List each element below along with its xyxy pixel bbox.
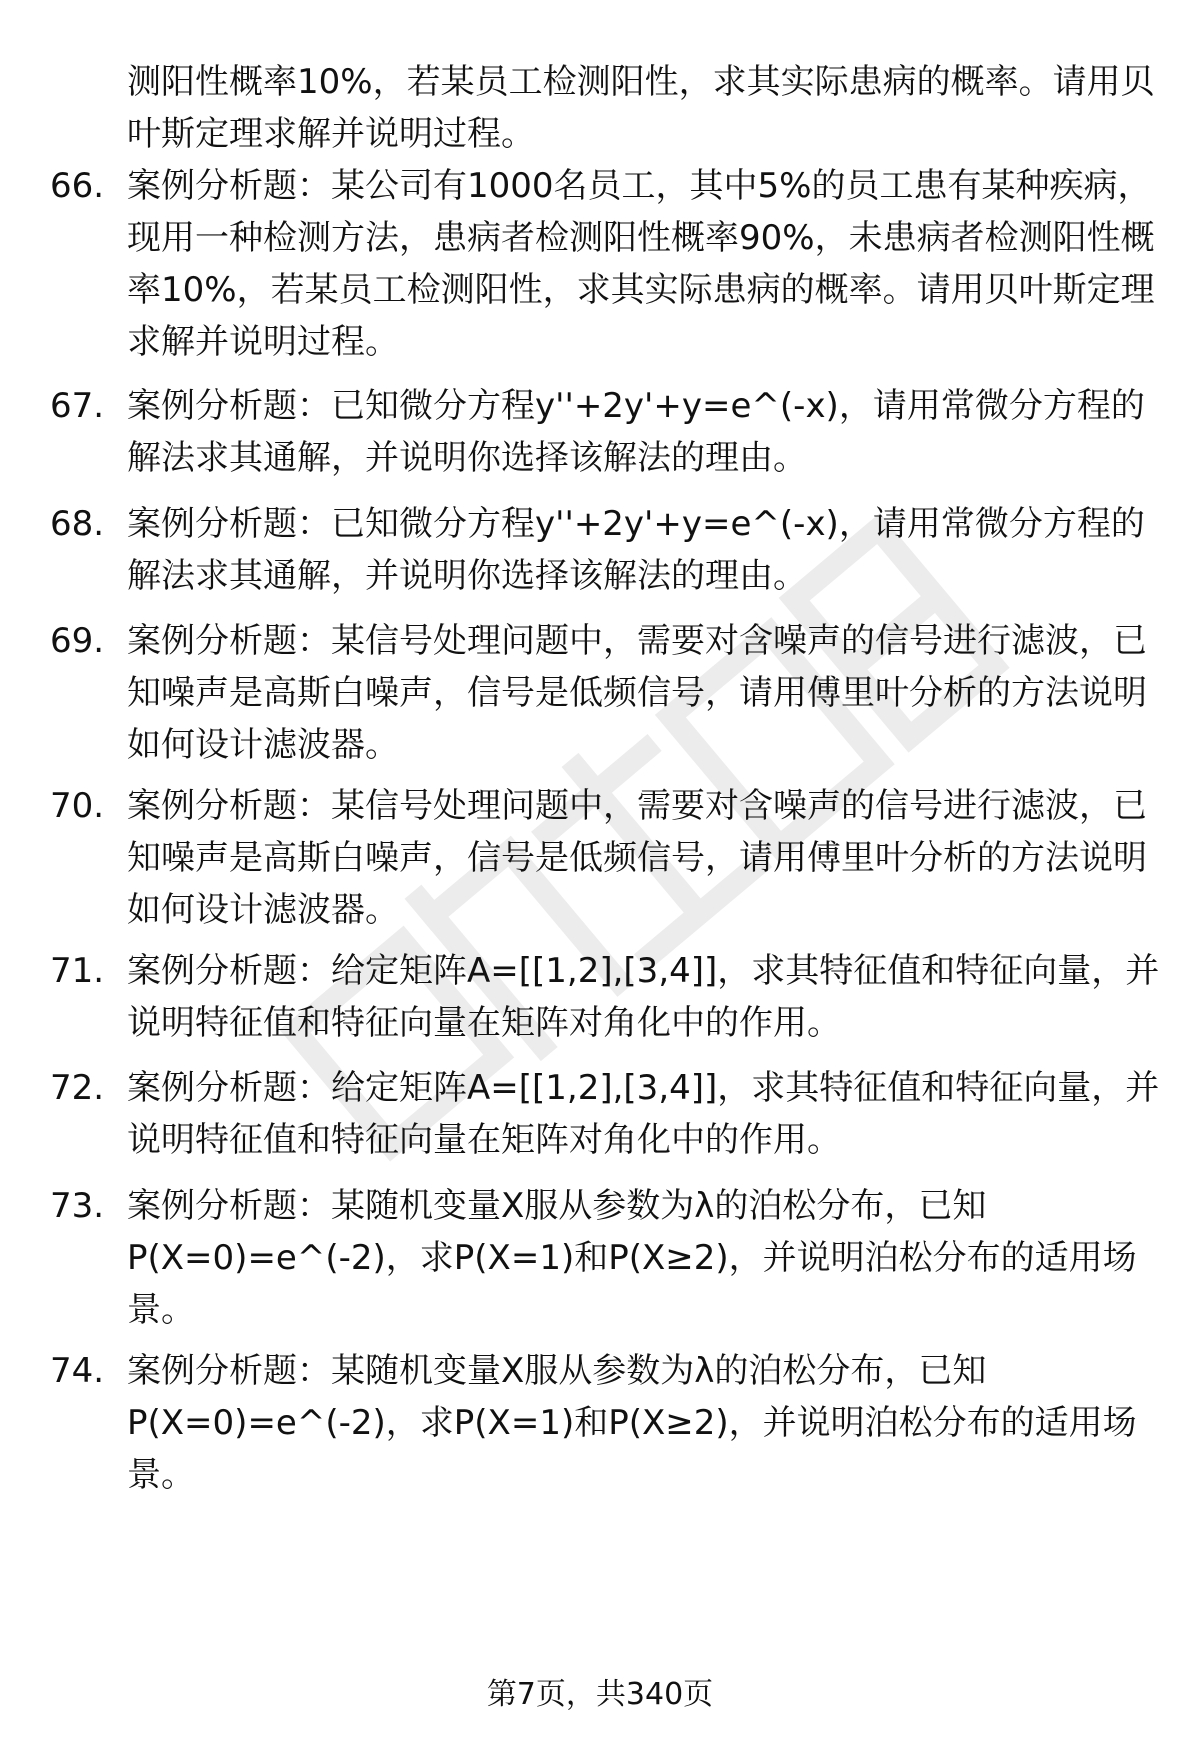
question-text: 案例分析题：某信号处理问题中，需要对含噪声的信号进行滤波，已知噪声是高斯白噪声，信号是低频信号，请用傅里叶分析的方法说明如何设计滤波器。 (127, 621, 1147, 765)
question-text: 案例分析题：某信号处理问题中，需要对含噪声的信号进行滤波，已知噪声是高斯白噪声，信号是低频信号，请用傅里叶分析的方法说明如何设计滤波器。 (127, 786, 1147, 930)
page-footer: 第7页，共340页 (486, 1677, 714, 1712)
continued-question-text: 测阳性概率10%，若某员工检测阳性，求其实际患病的概率。请用贝叶斯定理求解并说明过程。 (127, 62, 1155, 154)
question-text: 案例分析题：某随机变量X服从参数为λ的泊松分布，已知P(X=0)=e^(-2)，求P(X=1)和P(X≥2)，并说明泊松分布的适用场景。 (127, 1186, 1137, 1330)
question-number: 69. (50, 621, 105, 661)
question-text: 案例分析题：给定矩阵A=[[1,2],[3,4]]，求其特征值和特征向量，并说明特征值和特征向量在矩阵对角化中的作用。 (127, 951, 1160, 1043)
question-number: 71. (50, 951, 105, 991)
question-number: 66. (50, 166, 105, 206)
question-text: 案例分析题：已知微分方程y''+2y'+y=e^(-x)，请用常微分方程的解法求其通解，并说明你选择该解法的理由。 (127, 386, 1145, 478)
question-text: 案例分析题：给定矩阵A=[[1,2],[3,4]]，求其特征值和特征向量，并说明特征值和特征向量在矩阵对角化中的作用。 (127, 1068, 1160, 1160)
question-number: 67. (50, 386, 105, 426)
question-text: 案例分析题：已知微分方程y''+2y'+y=e^(-x)，请用常微分方程的解法求其通解，并说明你选择该解法的理由。 (127, 504, 1145, 596)
question-number: 72. (50, 1068, 105, 1108)
question-text: 案例分析题：某公司有1000名员工，其中5%的员工患有某种疾病，现用一种检测方法，患病者检测阳性概率90%，未患病者检测阳性概率10%，若某员工检测阳性，求其实际患病的概率。请用贝叶斯定理求解并说明过程。 (127, 166, 1155, 362)
question-number: 73. (50, 1186, 105, 1226)
question-number: 74. (50, 1351, 105, 1391)
question-number: 70. (50, 786, 105, 826)
question-text: 案例分析题：某随机变量X服从参数为λ的泊松分布，已知P(X=0)=e^(-2)，求P(X=1)和P(X≥2)，并说明泊松分布的适用场景。 (127, 1351, 1137, 1495)
question-number: 68. (50, 504, 105, 544)
